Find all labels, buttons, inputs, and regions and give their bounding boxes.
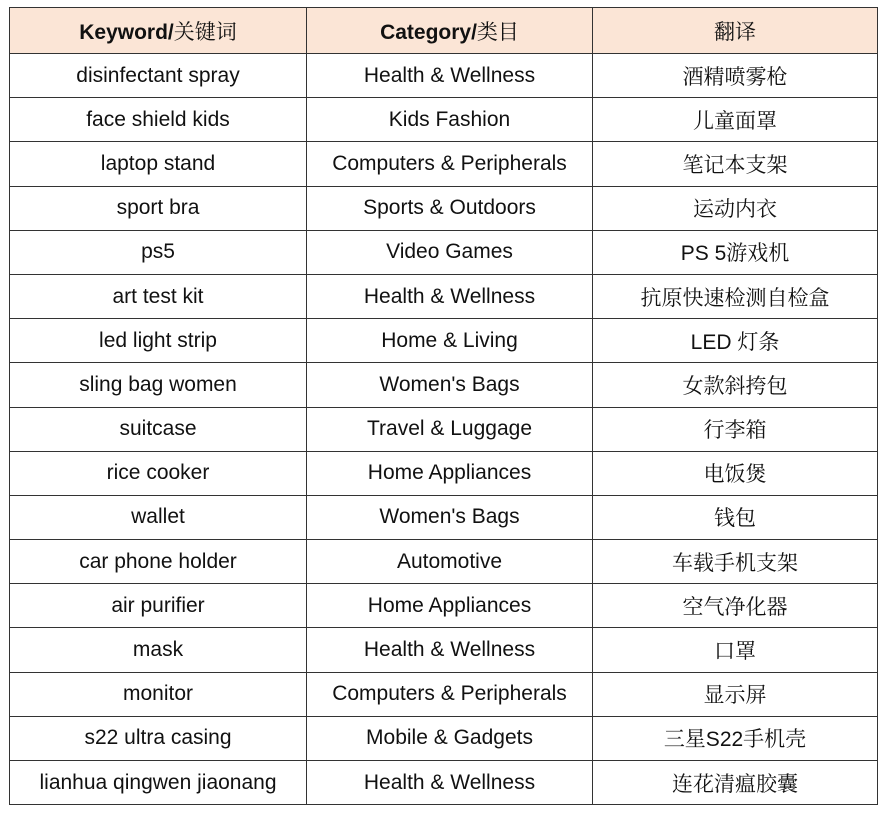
table-row (10, 716, 878, 760)
table-row (10, 363, 878, 407)
translation-cell: 笔记本支架 (593, 142, 878, 186)
category-cell: Travel & Luggage (307, 407, 593, 451)
translation-cell: 三星S22手机壳 (593, 716, 878, 760)
table-row (10, 230, 878, 274)
category-cell: Health & Wellness (307, 54, 593, 98)
keyword-table-container (9, 7, 878, 805)
keyword-cell: car phone holder (10, 540, 307, 584)
keyword-cell: face shield kids (10, 98, 307, 142)
translation-cell: LED 灯条 (593, 319, 878, 363)
category-cell: Women's Bags (307, 363, 593, 407)
translation-cell: 女款斜挎包 (593, 363, 878, 407)
table-row (10, 142, 878, 186)
table-row (10, 540, 878, 584)
translation-cell: 电饭煲 (593, 451, 878, 495)
translation-cell: 空气净化器 (593, 584, 878, 628)
keyword-cell: disinfectant spray (10, 54, 307, 98)
table-row (10, 672, 878, 716)
table-row (10, 319, 878, 363)
keyword-cell: ps5 (10, 230, 307, 274)
table-row (10, 186, 878, 230)
keyword-cell: wallet (10, 495, 307, 539)
translation-cell: 酒精喷雾枪 (593, 54, 878, 98)
keyword-cell: sport bra (10, 186, 307, 230)
translation-cell: 运动内衣 (593, 186, 878, 230)
translation-cell: 抗原快速检测自检盒 (593, 274, 878, 318)
table-row (10, 451, 878, 495)
keyword-cell: suitcase (10, 407, 307, 451)
keyword-cell: art test kit (10, 274, 307, 318)
header-keyword-zh: 关键词 (173, 20, 237, 44)
translation-cell: 口罩 (593, 628, 878, 672)
category-cell: Health & Wellness (307, 274, 593, 318)
keyword-cell: led light strip (10, 319, 307, 363)
table-header-row (10, 8, 878, 54)
keyword-cell: sling bag women (10, 363, 307, 407)
translation-cell: PS 5游戏机 (593, 230, 878, 274)
table-row (10, 761, 878, 805)
table-row (10, 54, 878, 98)
category-cell: Computers & Peripherals (307, 142, 593, 186)
keyword-cell: mask (10, 628, 307, 672)
category-cell: Home Appliances (307, 584, 593, 628)
translation-cell: 显示屏 (593, 672, 878, 716)
keyword-cell: s22 ultra casing (10, 716, 307, 760)
translation-cell: 连花清瘟胶囊 (593, 761, 878, 805)
category-cell: Women's Bags (307, 495, 593, 539)
table-row (10, 407, 878, 451)
translation-cell: 车载手机支架 (593, 540, 878, 584)
keyword-cell: air purifier (10, 584, 307, 628)
table-row (10, 584, 878, 628)
table-row (10, 495, 878, 539)
header-keyword-en: Keyword/ (79, 20, 174, 44)
category-cell: Sports & Outdoors (307, 186, 593, 230)
table-row (10, 628, 878, 672)
header-category-en: Category/ (380, 20, 477, 44)
keyword-cell: laptop stand (10, 142, 307, 186)
header-keyword (10, 8, 307, 54)
keyword-cell: rice cooker (10, 451, 307, 495)
table-row (10, 98, 878, 142)
keyword-cell: lianhua qingwen jiaonang (10, 761, 307, 805)
category-cell: Video Games (307, 230, 593, 274)
header-category (307, 8, 593, 54)
header-category-zh: 类目 (476, 20, 519, 44)
category-cell: Kids Fashion (307, 98, 593, 142)
translation-cell: 儿童面罩 (593, 98, 878, 142)
category-cell: Home & Living (307, 319, 593, 363)
category-cell: Automotive (307, 540, 593, 584)
table-row (10, 274, 878, 318)
header-translation: 翻译 (593, 8, 878, 54)
keyword-cell: monitor (10, 672, 307, 716)
category-cell: Health & Wellness (307, 761, 593, 805)
keyword-category-table (9, 7, 878, 805)
category-cell: Mobile & Gadgets (307, 716, 593, 760)
translation-cell: 行李箱 (593, 407, 878, 451)
translation-cell: 钱包 (593, 495, 878, 539)
category-cell: Computers & Peripherals (307, 672, 593, 716)
category-cell: Health & Wellness (307, 628, 593, 672)
category-cell: Home Appliances (307, 451, 593, 495)
